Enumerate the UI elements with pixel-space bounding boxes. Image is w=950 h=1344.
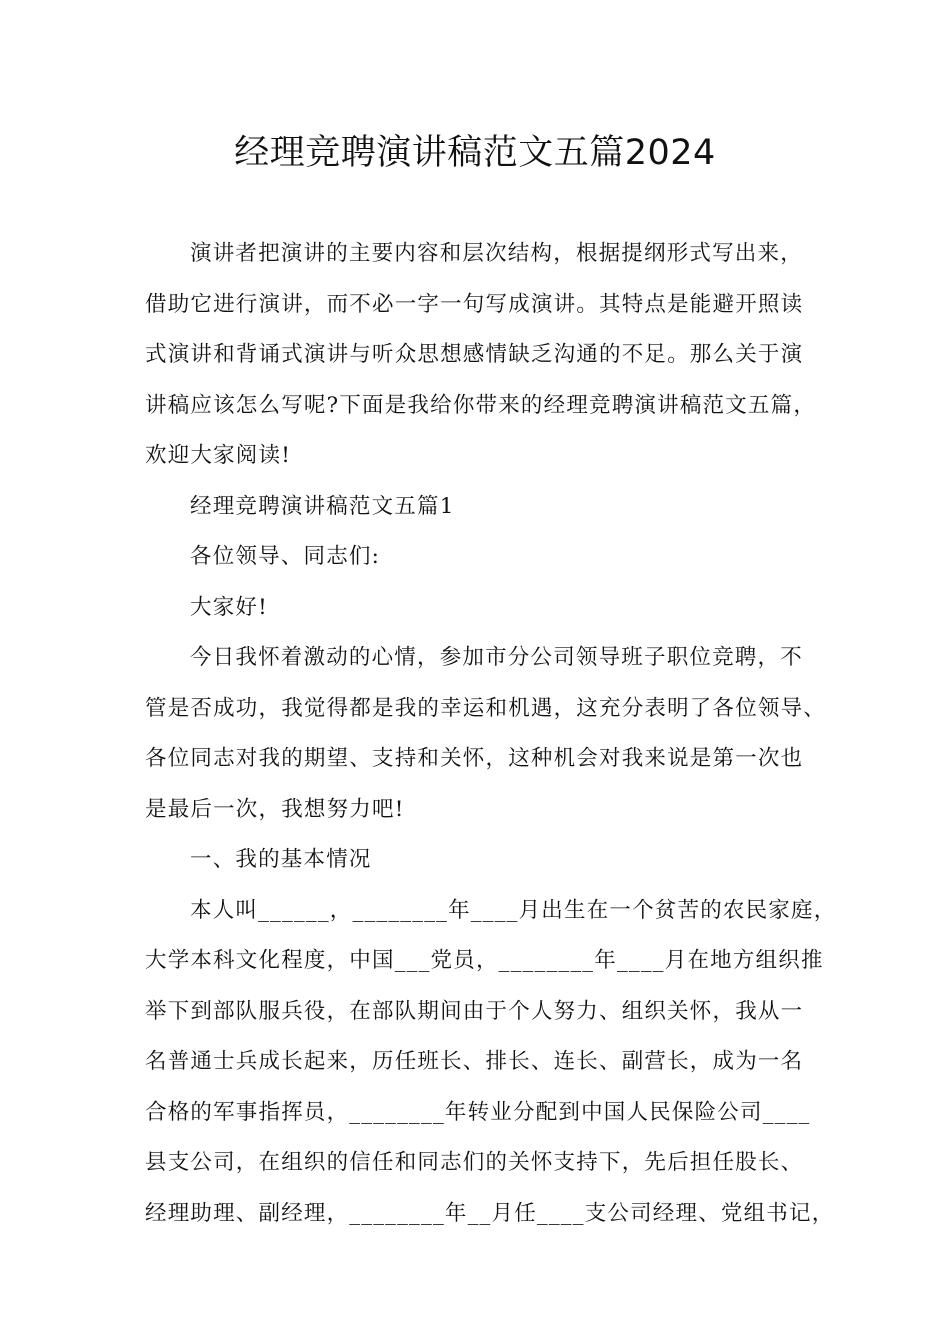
text-line: 一、我的基本情况: [190, 847, 372, 872]
text-line: 式演讲和背诵式演讲与听众思想感情缺乏沟通的不足。那么关于演: [145, 342, 804, 367]
salutation: [145, 532, 835, 583]
subsection-heading: [145, 835, 835, 886]
text-line: 名普通士兵成长起来，历任班长、排长、连长、副营长，成为一名: [145, 1049, 804, 1074]
text-line: 今日我怀着激动的心情，参加市分公司领导班子职位竞聘，不: [190, 645, 803, 670]
text-line: 是最后一次，我想努力吧!: [145, 796, 405, 822]
document-title: 经理竞聘演讲稿范文五篇2024: [234, 133, 716, 173]
text-line: 演讲者把演讲的主要内容和层次结构，根据提纲形式写出来，: [190, 241, 803, 266]
text-line: 经理助理、副经理，________年__月任____支公司经理、党组书记，: [145, 1200, 835, 1226]
text-line: 县支公司，在组织的信任和同志们的关怀支持下，先后担任股长、: [145, 1150, 804, 1175]
text-line: 本人叫______，________年____月出生在一个贫苦的农民家庭，: [190, 897, 837, 923]
text-line: 大家好!: [190, 594, 268, 620]
section-heading: [145, 482, 835, 533]
text-line: 各位同志对我的期望、支持和关怀，这种机会对我来说是第一次也: [145, 746, 804, 771]
text-line: 大学本科文化程度，中国___党员，________年____月在地方组织推: [145, 948, 824, 973]
text-line: 讲稿应该怎么写呢?下面是我给你带来的经理竞聘演讲稿范文五篇，: [145, 392, 817, 418]
text-line: 管是否成功，我觉得都是我的幸运和机遇，这充分表明了各位领导、: [145, 695, 827, 721]
greeting: [145, 583, 835, 634]
document-body: [145, 229, 835, 1239]
text-line: 借助它进行演讲，而不必一字一句写成演讲。其特点是能避开照读: [145, 291, 804, 317]
text-line: 欢迎大家阅读!: [145, 443, 292, 468]
text-line: 举下到部队服兵役，在部队期间由于个人努力、组织关怀，我从一: [145, 998, 804, 1024]
text-line: 各位领导、同志们:: [190, 544, 381, 569]
text-line: 合格的军事指挥员，________年转业分配到中国人民保险公司____: [145, 1099, 811, 1125]
opening-paragraph: [145, 633, 835, 835]
text-line: 经理竞聘演讲稿范文五篇1: [190, 493, 455, 519]
background-paragraph: [145, 886, 835, 1240]
intro-paragraph: [145, 229, 835, 482]
